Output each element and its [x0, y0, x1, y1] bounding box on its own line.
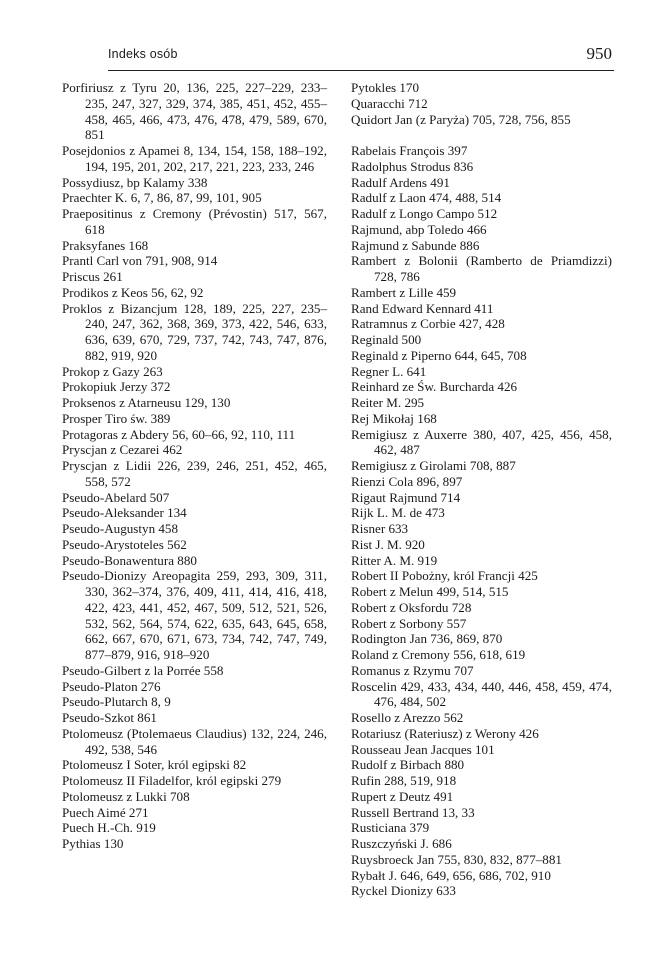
- index-entry: Reginald 500: [351, 332, 422, 347]
- index-entry: Ratramnus z Corbie 427, 428: [351, 316, 505, 332]
- page-number: 950: [586, 44, 612, 63]
- index-entry: Robert z Melun 499, 514, 515: [351, 584, 509, 599]
- index-entry: Pryscjan z Lidii 226, 239, 246, 251, 452, 465, 558, 572: [62, 458, 327, 489]
- index-entry: Pseudo-Abelard 507: [62, 489, 170, 505]
- index-entry: Praepositinus z Cremony (Prévostin) 517, 567, 618: [62, 206, 327, 237]
- index-entry: Roland z Cremony 556, 618, 619: [351, 647, 526, 662]
- index-entry: Ritter A. M. 919: [351, 552, 438, 568]
- index-entry: Reinhard ze Św. Burcharda 426: [351, 379, 518, 395]
- index-entry: Pytokles 170: [351, 80, 420, 95]
- index-entry: Rambert z Lille 459: [351, 284, 457, 300]
- index-entry: Radolphus Strodus 836: [351, 158, 474, 174]
- index-entry: Rousseau Jean Jacques 101: [351, 741, 495, 757]
- index-entry: Pseudo-Dionizy Areopagita 259, 293, 309, 311, 330, 362–374, 376, 409, 411, 414, 416, 418, 422, 423, 441, 452, 467, 509, 512, 521, 526, 532, 562, 564, 574, 622, 635, 643, 645, 658, 662, 667, 670, 671, 673, 734, 742, 747, 749, 877–879, 916, 918–920: [62, 568, 327, 662]
- index-entry: Rosello z Arezzo 562: [351, 710, 464, 725]
- index-entry: Prodikos z Keos 56, 62, 92: [62, 284, 204, 300]
- index-entry: Rotariusz (Rateriusz) z Werony 426: [351, 725, 539, 741]
- index-entry: Prokopiuk Jerzy 372: [62, 379, 171, 395]
- index-entry: Pseudo-Plutarch 8, 9: [62, 694, 171, 710]
- index-entry: Pseudo-Arystoteles 562: [62, 536, 187, 552]
- index-group-p: [351, 80, 612, 127]
- index-entry: Ptolomeusz (Ptolemaeus Claudius) 132, 224, 246, 492, 538, 546: [62, 725, 327, 757]
- index-entry: Rajmund z Sabunde 886: [351, 237, 480, 253]
- index-entry: Possydiusz, bp Kalamy 338: [62, 174, 208, 190]
- index-entry: Pseudo-Augustyn 458: [62, 521, 179, 536]
- index-entry: Rijk L. M. de 473: [351, 505, 445, 521]
- letter-group-gap: [351, 127, 612, 143]
- index-entry: Prokop z Gazy 263: [62, 363, 163, 379]
- index-entry: Rodington Jan 736, 869, 870: [351, 631, 503, 647]
- index-entry: Rybałt J. 646, 649, 656, 686, 702, 910: [351, 867, 551, 883]
- index-entry: Risner 633: [351, 521, 409, 536]
- index-entry: Priscus 261: [62, 269, 123, 284]
- index-entry: Prosper Tiro św. 389: [62, 410, 171, 426]
- index-entry: Radulf Ardens 491: [351, 174, 450, 190]
- index-entry: Radulf z Longo Campo 512: [351, 206, 498, 221]
- index-entry: Robert z Oksfordu 728: [351, 599, 472, 615]
- index-entry: Rist J. M. 920: [351, 536, 425, 552]
- index-entry: Quaracchi 712: [351, 95, 428, 111]
- index-entry: Rupert z Deutz 491: [351, 788, 454, 804]
- index-entry: Rufin 288, 519, 918: [351, 773, 457, 788]
- index-entry: Reiter M. 295: [351, 395, 425, 410]
- index-column-right: [351, 80, 612, 899]
- index-entry: Rajmund, abp Toledo 466: [351, 221, 487, 237]
- index-entry: Rienzi Cola 896, 897: [351, 473, 463, 489]
- index-entry: Pryscjan z Cezarei 462: [62, 442, 183, 458]
- index-entry: Pseudo-Aleksander 134: [62, 505, 187, 521]
- index-entry: Romanus z Rzymu 707: [351, 662, 474, 678]
- index-entry: Protagoras z Abdery 56, 60–66, 92, 110, 111: [62, 426, 296, 442]
- running-title: Indeks osób: [108, 47, 178, 61]
- index-entry: Ptolomeusz II Filadelfor, król egipski 279: [62, 773, 282, 788]
- index-entry: Regner L. 641: [351, 363, 427, 379]
- index-entry: Robert z Sorbony 557: [351, 615, 467, 631]
- index-entry: Porfiriusz z Tyru 20, 136, 225, 227–229, 233–235, 247, 327, 329, 374, 385, 451, 452, 455–458, 465, 466, 473, 476, 478, 479, 589, 670, 851: [62, 80, 327, 143]
- index-entry: Rambert z Bolonii (Ramberto de Priamdizzi) 728, 786: [351, 253, 612, 284]
- index-entry: Praechter K. 6, 7, 86, 87, 99, 101, 905: [62, 190, 262, 206]
- index-entry: Rigaut Rajmund 714: [351, 489, 461, 505]
- index-entry: Robert II Pobożny, król Francji 425: [351, 568, 538, 584]
- index-entry: Pseudo-Platon 276: [62, 678, 161, 694]
- index-entry: Rudolf z Birbach 880: [351, 757, 465, 773]
- index-entry: Posejdonios z Apamei 8, 134, 154, 158, 188–192, 194, 195, 201, 202, 217, 221, 223, 233, 246: [62, 143, 327, 174]
- index-entry: Puech Aimé 271: [62, 804, 149, 820]
- index-entry: Pseudo-Szkot 861: [62, 710, 157, 725]
- index-entry: Puech H.-Ch. 919: [62, 820, 156, 836]
- index-entry: Radulf z Laon 474, 488, 514: [351, 190, 502, 206]
- index-entry: Ptolomeusz I Soter, król egipski 82: [62, 757, 247, 773]
- index-entry: Pseudo-Bonawentura 880: [62, 552, 197, 568]
- index-entry: Pythias 130: [62, 836, 124, 851]
- index-group-r: [351, 143, 612, 899]
- index-entry: Ruszczyński J. 686: [351, 836, 452, 851]
- index-entry: Remigiusz z Girolami 708, 887: [351, 458, 516, 473]
- index-entry: Ruysbroeck Jan 755, 830, 832, 877–881: [351, 851, 562, 867]
- index-entry: Rej Mikołaj 168: [351, 410, 437, 426]
- index-entry: Prantl Carl von 791, 908, 914: [62, 253, 218, 269]
- index-entry: Pseudo-Gilbert z la Porrée 558: [62, 662, 224, 678]
- index-entry: Reginald z Piperno 644, 645, 708: [351, 347, 527, 363]
- index-entry: Quidort Jan (z Paryża) 705, 728, 756, 855: [351, 111, 571, 127]
- index-entry: Ryckel Dionizy 633: [351, 883, 456, 899]
- index-entry: Rabelais François 397: [351, 143, 468, 158]
- index-entry: Russell Bertrand 13, 33: [351, 804, 475, 820]
- index-entry: Proklos z Bizancjum 128, 189, 225, 227, 235–240, 247, 362, 368, 369, 373, 422, 546, 633, 636, 639, 670, 729, 737, 742, 743, 747, 876, 882, 919, 920: [62, 300, 327, 363]
- index-entry: Rusticiana 379: [351, 820, 430, 836]
- index-entry: Praksyfanes 168: [62, 237, 149, 253]
- index-entry: Roscelin 429, 433, 434, 440, 446, 458, 459, 474, 476, 484, 502: [351, 678, 612, 710]
- index-entry: Remigiusz z Auxerre 380, 407, 425, 456, 458, 462, 487: [351, 426, 612, 458]
- index-column-left: [62, 80, 327, 852]
- index-entry: Ptolomeusz z Lukki 708: [62, 788, 190, 804]
- index-entry: Proksenos z Atarneusu 129, 130: [62, 395, 231, 410]
- index-entry: Rand Edward Kennard 411: [351, 300, 494, 316]
- running-header: [108, 46, 614, 71]
